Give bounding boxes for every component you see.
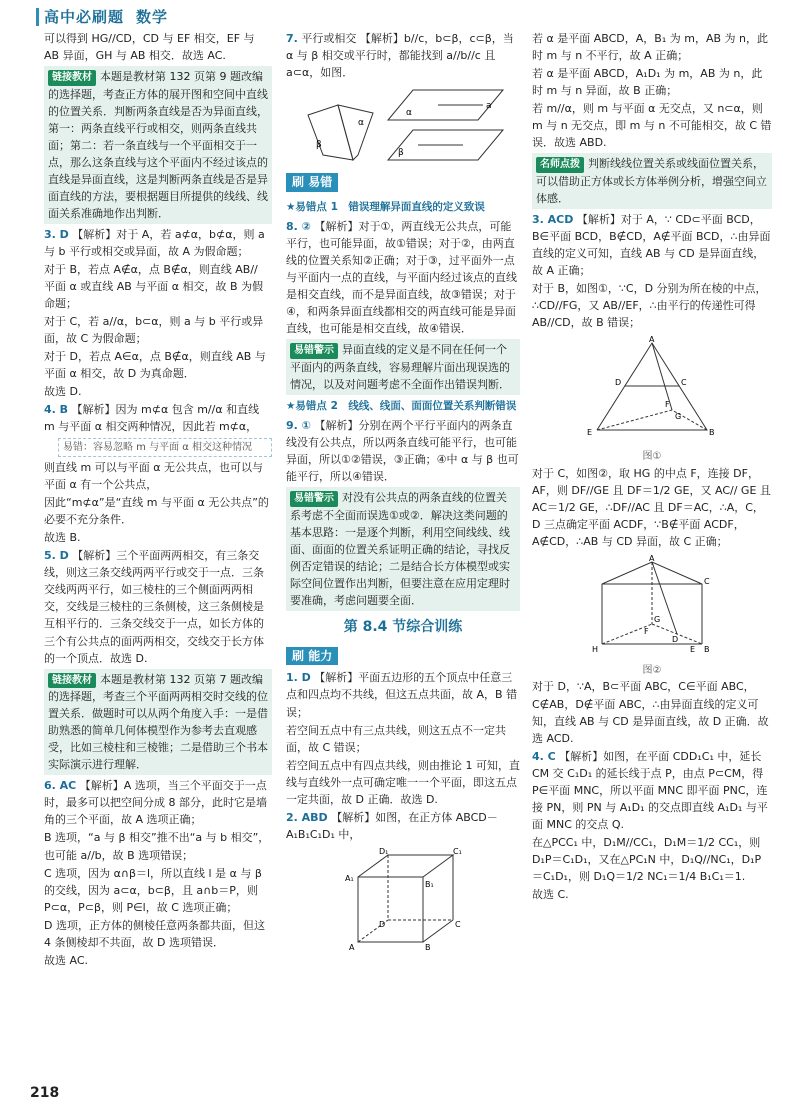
textbook-link-text: 本题是教材第 132 页第 7 题改编的选择题，考查三个平面两两相交时交线的位置关系．做题时可以从两个角度入手：一是借助熟悉的简单几何体模型作为参考去直观感受，比如三棱柱和三棱锥；二是借助三个书本实际演示进行理解． xyxy=(48,672,268,772)
section-title: 第 8.4 节综合训练 xyxy=(343,619,463,636)
pitfall-point-title: ★易错点 2 线线、线面、面面位置关系判断错误 xyxy=(286,399,517,412)
solution-text: 对于 C，若 a//α，b⊂α，则 a 与 b 平行或异面，故 C 为假命题； xyxy=(44,315,264,346)
solution-text: 【解析】如图，在平面 CDD₁C₁ 中，延长 CM 交 C₁D₁ 的延长线于点 P，由点 P⊂CM，得 P∈平面 MNC，所以平面 MNC 即平面 PNC，连接 PN，则 PN 与 A₁D₁ 的交点即直线 A₁D₁ 与平面 MNC 的交点 Q. xyxy=(532,749,768,831)
textbook-link-box xyxy=(44,669,272,776)
fig-label: A xyxy=(649,335,655,345)
solution-text: 【解析】分别在两个平行平面内的两条直线没有公共点，所以两条直线可能平行，也可能异面，所以①②错误，③正确；④中 α 与 β 也可能平行，所以④错误． xyxy=(286,419,519,484)
fig-label: A xyxy=(649,553,655,563)
answer-number: 6. AC xyxy=(44,779,77,793)
section-tag-title: 易错 xyxy=(308,175,333,190)
cube-label: B xyxy=(425,942,431,952)
page-header xyxy=(44,6,168,29)
solution-text: 【解析】对于 A，∵ CD⊂平面 BCD，B∈平面 BCD，B∉CD，A∉平面 BCD，∴由异面直线的定义可知，直线 AB 与 CD 是异面直线，故 A 正确； xyxy=(532,212,771,278)
fig-label: G xyxy=(654,614,661,624)
column-right xyxy=(532,30,772,1090)
solution-text: 若空间五点中有三点共线，则这五点不一定共面，故 C 错误； xyxy=(286,723,506,754)
prism-figure-1 xyxy=(577,335,727,445)
solution-text: 【解析】对于 A，若 a⊄α，b⊄α，则 a 与 b 平行或相交或异面，故 A 为假命题； xyxy=(44,227,265,259)
solution-text: 对于 B，若点 A∉α，点 B∉α，则直线 AB// 平面 α 或直线 AB 与平面 α 相交，故 B 为假命题； xyxy=(44,263,264,311)
answer-number: 4. B xyxy=(44,403,69,417)
column-left xyxy=(44,30,272,1090)
solution-conclusion: 故选 D. xyxy=(44,385,82,399)
answer-number: 1. D xyxy=(286,671,311,685)
section-tag-title: 能力 xyxy=(308,648,333,663)
column-middle xyxy=(286,30,520,1090)
answer-number: 3. ACD xyxy=(532,212,574,226)
solution-text: 对于 D，若点 A∈α，点 B∉α，则直线 AB 与平面 α 相交，故 D 为真命题． xyxy=(44,350,266,381)
cube-label: C xyxy=(455,919,461,929)
solution-text: 若 α 是平面 ABCD，A，B₁ 为 m，AB 为 n，此时 m 与 n 不平行，故 A 正确； xyxy=(532,32,768,63)
prism-figure-2 xyxy=(582,554,722,659)
solution-text: 【解析】对于①，两直线无公共点，可能平行，也可能异面，故①错误；对于②，由两直线的位置关系知②正确；对于③，过平面外一点与平面内一点的直线，与平面内经过该点的直线是相交直线，而不是异面直线，故③错误；对于④，和两条异面直线都相交的两直线可能是异面直线，也可能是相交直线，故④错误． xyxy=(286,220,517,336)
label-beta: β xyxy=(316,140,322,151)
textbook-link-box xyxy=(44,66,272,224)
answer-number: 7. xyxy=(286,32,298,45)
section-tag-char: 刷 xyxy=(292,175,305,190)
fig-label: F xyxy=(644,626,649,636)
subject-title: 数学 xyxy=(136,8,169,26)
solution-text: B 选项，“a 与 β 相交”推不出“a 与 b 相交”，也可能 a//b，故 B 选项错误； xyxy=(44,831,270,862)
answer-number: 2. ABD xyxy=(286,810,328,824)
solution-text: 【解析】如图，在正方体 ABCD－A₁B₁C₁D₁ 中， xyxy=(286,810,498,841)
solution-text: 【解析】A 选项，当三个平面交于一点时，最多可以把空间分成 8 部分，此时它是墙角的三个平面，故 A 选项正确； xyxy=(44,779,267,827)
cube-label: A xyxy=(349,942,355,952)
plane-alpha-shape xyxy=(338,105,373,160)
fig-label: E xyxy=(587,428,593,438)
warning-tag: 易错警示 xyxy=(290,491,338,507)
fig-label: C xyxy=(704,576,710,586)
warning-box xyxy=(286,339,520,395)
label-a: a xyxy=(486,101,492,112)
textbook-link-tag: 链接教材 xyxy=(48,673,96,689)
tip-tag: 名师点拨 xyxy=(536,157,584,173)
answer-number: 8. ② xyxy=(286,220,311,233)
answer-number: 9. ① xyxy=(286,419,311,433)
fig-label: B xyxy=(709,428,715,438)
solution-text: 若空间五点中有四点共线，则由推论 1 可知，直线与直线外一点可确定唯一一个平面，即这五点一定共面，故 D 正确．故选 D. xyxy=(286,758,520,806)
solution-text: C 选项，因为 α∩β＝l，所以直线 l 是 α 与 β 的交线，因为 a⊂α，b⊂β，且 a∩b＝P，则 P⊂α，P⊂β，则 P∈l，故 C 选项正确； xyxy=(44,866,262,914)
fig-label: D xyxy=(615,378,622,388)
fig-label: C xyxy=(681,378,687,388)
label-alpha: α xyxy=(358,118,364,129)
answer-number: 3. D xyxy=(44,227,69,241)
pitfall-note: 易错：容易忽略 m 与平面 α 相交这种情况 xyxy=(58,438,272,458)
fig-label: G xyxy=(675,412,682,422)
solution-text: 则直线 m 可以与平面 α 无公共点，也可以与平面 α 有一个公共点， xyxy=(44,461,263,492)
figure-caption: 图① xyxy=(642,451,662,463)
cube-label: D₁ xyxy=(379,846,389,856)
solution-text: 对于 D，∵A，B⊂平面 ABC，C∈平面 ABC，C∉AB，D∉平面 ABC，∴由异面直线的定义可知，直线 AB 与 CD 是异面直线，故 D 正确．故选 ACD. xyxy=(532,680,769,745)
cube-label: A₁ xyxy=(345,873,354,883)
tip-text: 判断线线位置关系或线面位置关系，可以借助正方体或长方体举例分析，增强空间立体感． xyxy=(536,157,767,205)
solution-text: 对于 C，如图②，取 HG 的中点 F，连接 DF，AF，则 DF//GE 且 DF＝1/2 GE，又 AC// GE 且 AC＝1/2 GE，∴DF//AC 且 DF＝AC，∴A，C，D 三点确定平面 ACDF，∵B∉平面 ACDF，A∉CD，∴AB 与 CD 异面，故 C 正确； xyxy=(532,466,771,548)
warning-box xyxy=(286,487,520,611)
fig-label: H xyxy=(592,644,599,654)
fig-label: E xyxy=(690,644,696,654)
solution-text: 平行或相交 【解析】b//c，b⊂β，c⊂β，当 α 与 β 相交或平行时，都能找到 a//b//c 且 a⊂α，如图． xyxy=(286,32,514,80)
pitfall-point-title: ★易错点 1 错误理解异面直线的定义致误 xyxy=(286,200,485,213)
tip-box xyxy=(532,153,772,209)
solution-text: 在△PCC₁ 中，D₁M//CC₁，D₁M＝1/2 CC₁，则 D₁P＝C₁D₁，又在△PC₁N 中，D₁Q//NC₁，D₁P＝C₁D₁，则 D₁Q＝1/2 NC₁＝1/4 B₁C₁＝1. xyxy=(532,835,762,883)
solution-text: 【解析】因为 m⊄α 包含 m//α 和直线 m 与平面 α 相交两种情况，因此若 m⊄α， xyxy=(44,403,260,434)
warning-tag: 易错警示 xyxy=(290,343,338,359)
cube-label: B₁ xyxy=(425,879,434,889)
fig-label: B xyxy=(704,644,710,654)
paragraph: 可以得到 HG//CD，CD 与 EF 相交，EF 与 AB 异面，GH 与 AB 相交．故选 AC. xyxy=(44,32,255,63)
solution-conclusion: 故选 AC. xyxy=(44,953,89,967)
warning-text: 异面直线的定义是不同在任何一个平面内的两条直线，容易理解片面出现误选的情况，以及对问题考虑不全面作出错误判断． xyxy=(290,343,510,391)
section-tag-char: 刷 xyxy=(292,648,305,663)
solution-text: 【解析】三个平面两两相交，有三条交线，则这三条交线两两平行或交于一点．三条交线两两平行，如三棱柱的三个侧面两两相交，交线是三棱柱的三条侧棱，这三条侧棱是互相平行的．三条交线交于一点，如长方体的三个有公共点的面两两相交，交线交于长方体的一个顶点．故选 D. xyxy=(44,549,264,665)
label-alpha-2: α xyxy=(406,108,412,119)
answer-number: 4. C xyxy=(532,749,556,763)
cube-figure xyxy=(343,847,463,952)
section-tag xyxy=(286,173,338,192)
cube-label: D xyxy=(379,919,386,929)
cube-label: C₁ xyxy=(453,846,462,856)
planes-figure xyxy=(298,85,508,165)
textbook-link-tag: 链接教材 xyxy=(48,70,96,86)
book-title: 高中必刷题 xyxy=(44,8,125,26)
header-accent-bar xyxy=(36,8,39,26)
page-number: 218 xyxy=(30,1085,60,1102)
solution-text: 【解析】平面五边形的五个顶点中任意三点和四点均不共线，但这五点共面，故 A，B 错误； xyxy=(286,671,518,719)
answer-number: 5. D xyxy=(44,549,69,563)
plane-beta-shape xyxy=(308,105,353,160)
solution-text: D 选项，正方体的侧棱任意两条都共面，但这 4 条侧棱却不共面，故 D 选项错误． xyxy=(44,918,265,949)
solution-text: 若 m//α，则 m 与平面 α 无交点，又 n⊂α，则 m 与 n 无交点，即 m 与 n 不可能相交，故 C 错误．故选 ABD. xyxy=(532,102,772,150)
solution-conclusion: 故选 B. xyxy=(44,531,81,545)
warning-text: 对没有公共点的两条直线的位置关系考虑不全面而误选①或②．解决这类问题的基本思路：一是逐个判断，利用空间线线、线面、面面的位置关系证明正确的结论，寻找反例否定错误的结论；二是结合长方体模型或实际空间位置作出判断，但要注意在应用定理时要准确，考虑问题要全面． xyxy=(290,491,510,608)
textbook-link-text: 本题是教材第 132 页第 9 题改编的选择题，考查正方体的展开图和空间中直线的位置关系．判断两条直线是否为异面直线，第一：两条直线平行或相交，则两条直线共面；第二：若一条直线与一个平面相交于一点，那么这条直线与这个平面内不经过该点的直线是异面直线，这是判断两条直线是否是异面直线的方法，要根据题目所提供的线线、线面关系准确地作出判断． xyxy=(48,70,268,220)
fig-label: D xyxy=(672,634,679,644)
solution-text: 对于 B，如图①，∵C，D 分别为所在棱的中点，∴CD//FG，又 AB//EF，∴由平行的传递性可得 AB//CD，故 B 错误； xyxy=(532,282,767,330)
solution-text: 若 α 是平面 ABCD，A₁D₁ 为 m，AB 为 n，此时 m 与 n 异面，故 B 正确； xyxy=(532,67,763,98)
solution-text: 因此“m⊄α”是“直线 m 与平面 α 无公共点”的必要不充分条件． xyxy=(44,496,269,527)
section-tag xyxy=(286,647,338,666)
figure-caption: 图② xyxy=(642,664,662,676)
label-beta-2: β xyxy=(398,148,404,159)
solution-conclusion: 故选 C. xyxy=(532,888,569,902)
fig-label: F xyxy=(665,400,670,410)
